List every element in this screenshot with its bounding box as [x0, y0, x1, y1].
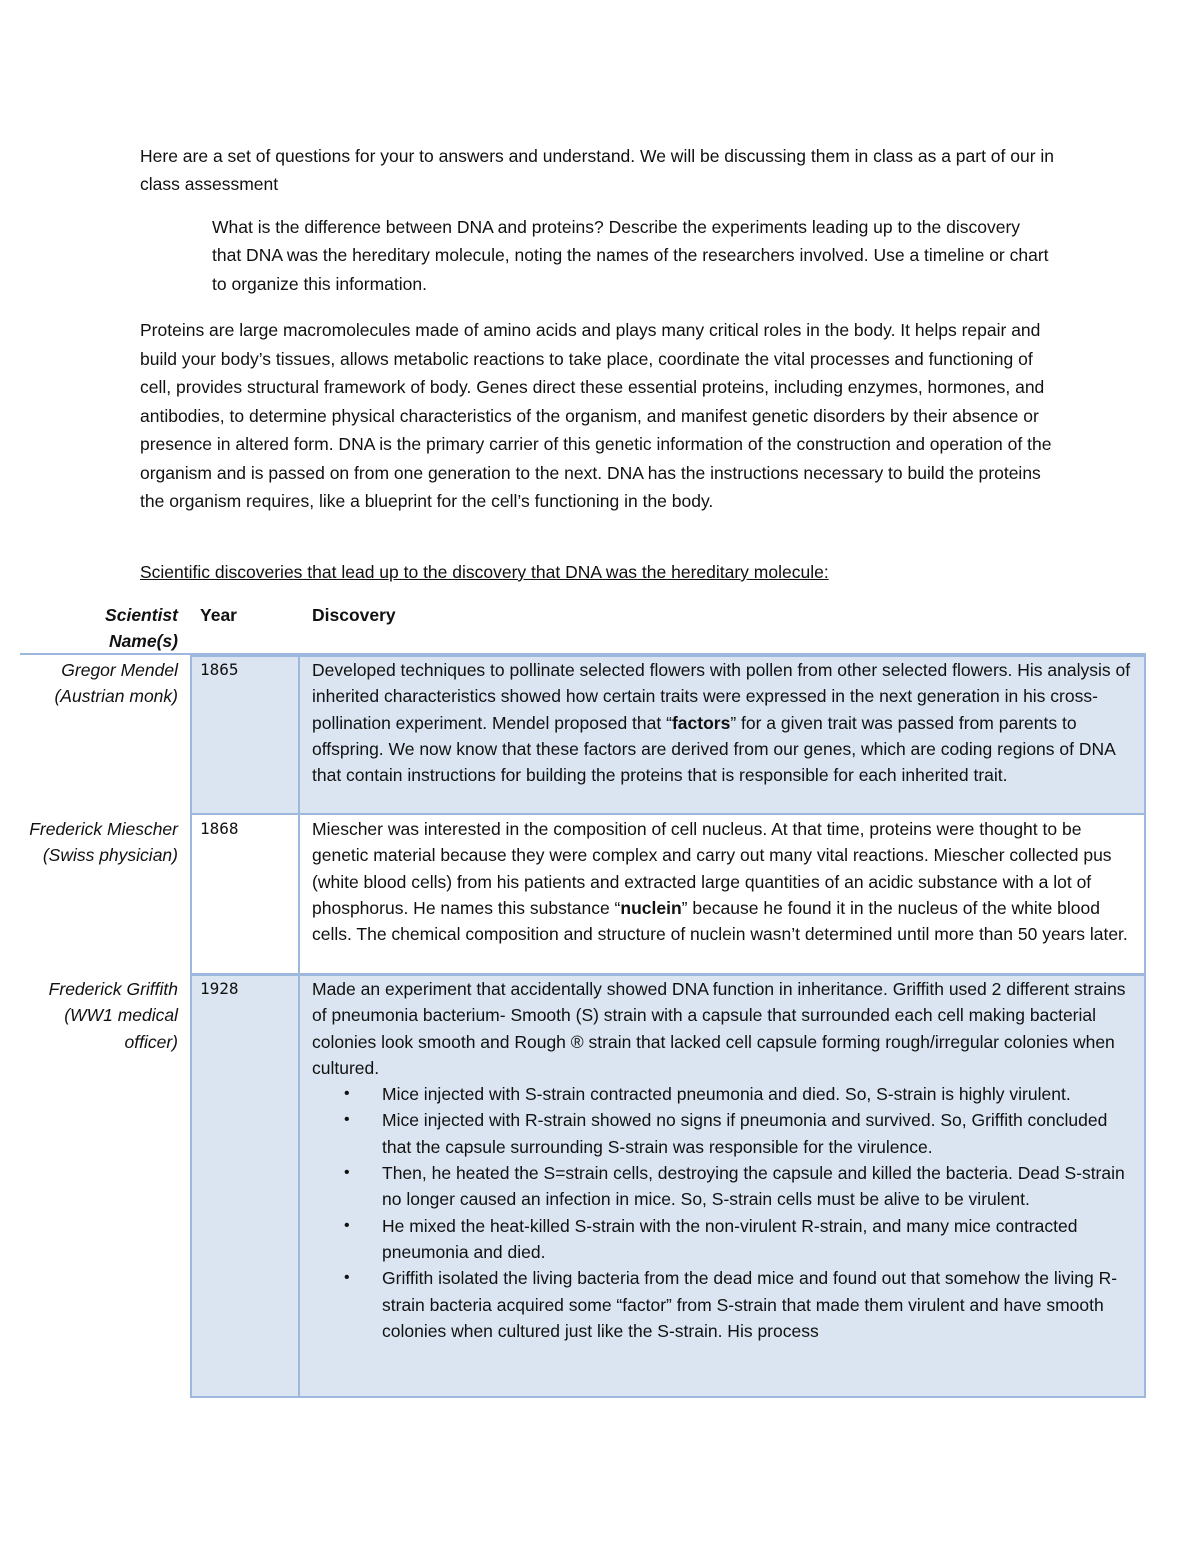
row-1-year: 1865 [200, 660, 239, 679]
list-item: • Mice injected with R-strain showed no signs if pneumonia and survived. So, Griffith concluded that the capsule surrounding S-strain was responsible for the virulence. [312, 1107, 1138, 1160]
bullet-icon: • [344, 1164, 350, 1182]
row-2-discovery-text-b: ” because he found it in the nucleus of the white blood cells. The chemical composition and structure of nuclein wasn’t determined until more than 50 years later. [312, 897, 1128, 945]
row-1-scientist: Gregor Mendel (Austrian monk) [54, 660, 178, 707]
list-item: • Then, he heated the S=strain cells, destroying the capsule and killed the bacteria. Dead S-strain no longer caused an infection in mice. So, S-strain cells must be alive to be virulent. [312, 1160, 1138, 1213]
row-3-scientist: Frederick Griffith (WW1 medical officer) [48, 979, 178, 1052]
intro-text: Here are a set of questions for your to answers and understand. We will be discussing them in class as a part of our in class assessment [140, 146, 1055, 195]
row-1-discovery-text-b: ” for a given trait was passed from parents to offspring. We now know that these factors are derived from our genes, which are coding regions of DNA that contain instructions for building the proteins that is responsible for each inherited trait. [312, 712, 1115, 786]
list-item: • He mixed the heat-killed S-strain with the non-virulent R-strain, and many mice contracted pneumonia and died. [312, 1213, 1138, 1266]
row-1-discovery [312, 657, 1138, 788]
assignment-question: What is the difference between DNA and proteins? Describe the experiments leading up to the discovery that DNA was the hereditary molecule, noting the names of the researchers involved. Use a timeline or chart to organize this information. [212, 217, 1049, 294]
bullet-icon: • [344, 1111, 350, 1129]
griffith-experiment-list [312, 1081, 1138, 1344]
row-3-discovery [312, 976, 1138, 1344]
row-1-discovery-term: factors [671, 712, 731, 733]
row-2-scientist: Frederick Miescher (Swiss physician) [29, 819, 178, 866]
header-scientist-name: Scientist Name(s) [105, 605, 178, 651]
row-3-discovery-text: Made an experiment that accidentally showed DNA function in inheritance. Griffith used 2 different strains of pneumonia bacterium- Smooth (S) strain with a capsule that surrounded each cell making bacterial colonies look smooth and Rough ® strain that lacked cell capsule forming rough/irregular colonies when cultured. [312, 979, 1126, 1078]
list-item: • Griffith isolated the living bacteria from the dead mice and found out that somehow the living R-strain bacteria acquired some “factor” from S-strain that made them virulent and have smooth colonies when cultured just like the S-strain. His process [312, 1265, 1138, 1344]
row-3-year-cell [190, 974, 300, 1398]
row-1-discovery-text-a: Developed techniques to pollinate selected flowers with pollen from other selected flowers. His analysis of inherited characteristics showed how certain traits were expressed in the next generation in his cross-pollination experiment. Mendel proposed that “ [312, 660, 1131, 733]
proteins-paragraph: Proteins are large macromolecules made of amino acids and plays many critical roles in the body. It helps repair and build your body’s tissues, allows metabolic reactions to take place, coordinate the vital processes and functioning of cell, provides structural framework of body. Genes direct these essential proteins, including enzymes, hormones, and antibodies, to determine physical characteristics of the organism, and manifest genetic disorders by their absence or presence in altered form. DNA is the primary carrier of this genetic information of the construction and operation of the organism and is passed on from one generation to the next. DNA has the instructions necessary to build the proteins the organism requires, like a blueprint for the cell’s functioning in the body. [140, 320, 1052, 511]
row-2-year: 1868 [200, 819, 239, 838]
bullet-icon: • [344, 1216, 350, 1234]
row-3-year: 1928 [200, 979, 239, 998]
row-2-discovery-text-a: Miescher was interested in the composition of cell nucleus. At that time, proteins were thought to be genetic material because they were complex and carry out many vital reactions. Miescher collected pus (white blood cells) from his patients and extracted large quantities of an acidic substance with a lot of phosphorus. He names this substance “ [312, 819, 1112, 918]
row-2-discovery-term: nuclein [620, 897, 682, 918]
header-year: Year [200, 605, 237, 625]
section-heading: Scientific discoveries that lead up to the discovery that DNA was the hereditary molecule: [140, 562, 829, 582]
header-discovery: Discovery [312, 605, 396, 625]
list-item: • Mice injected with S-strain contracted pneumonia and died. So, S-strain is highly virulent. [312, 1081, 1138, 1107]
bullet-icon: • [344, 1085, 350, 1103]
row-2-discovery [312, 816, 1138, 947]
bullet-icon: • [344, 1269, 350, 1287]
